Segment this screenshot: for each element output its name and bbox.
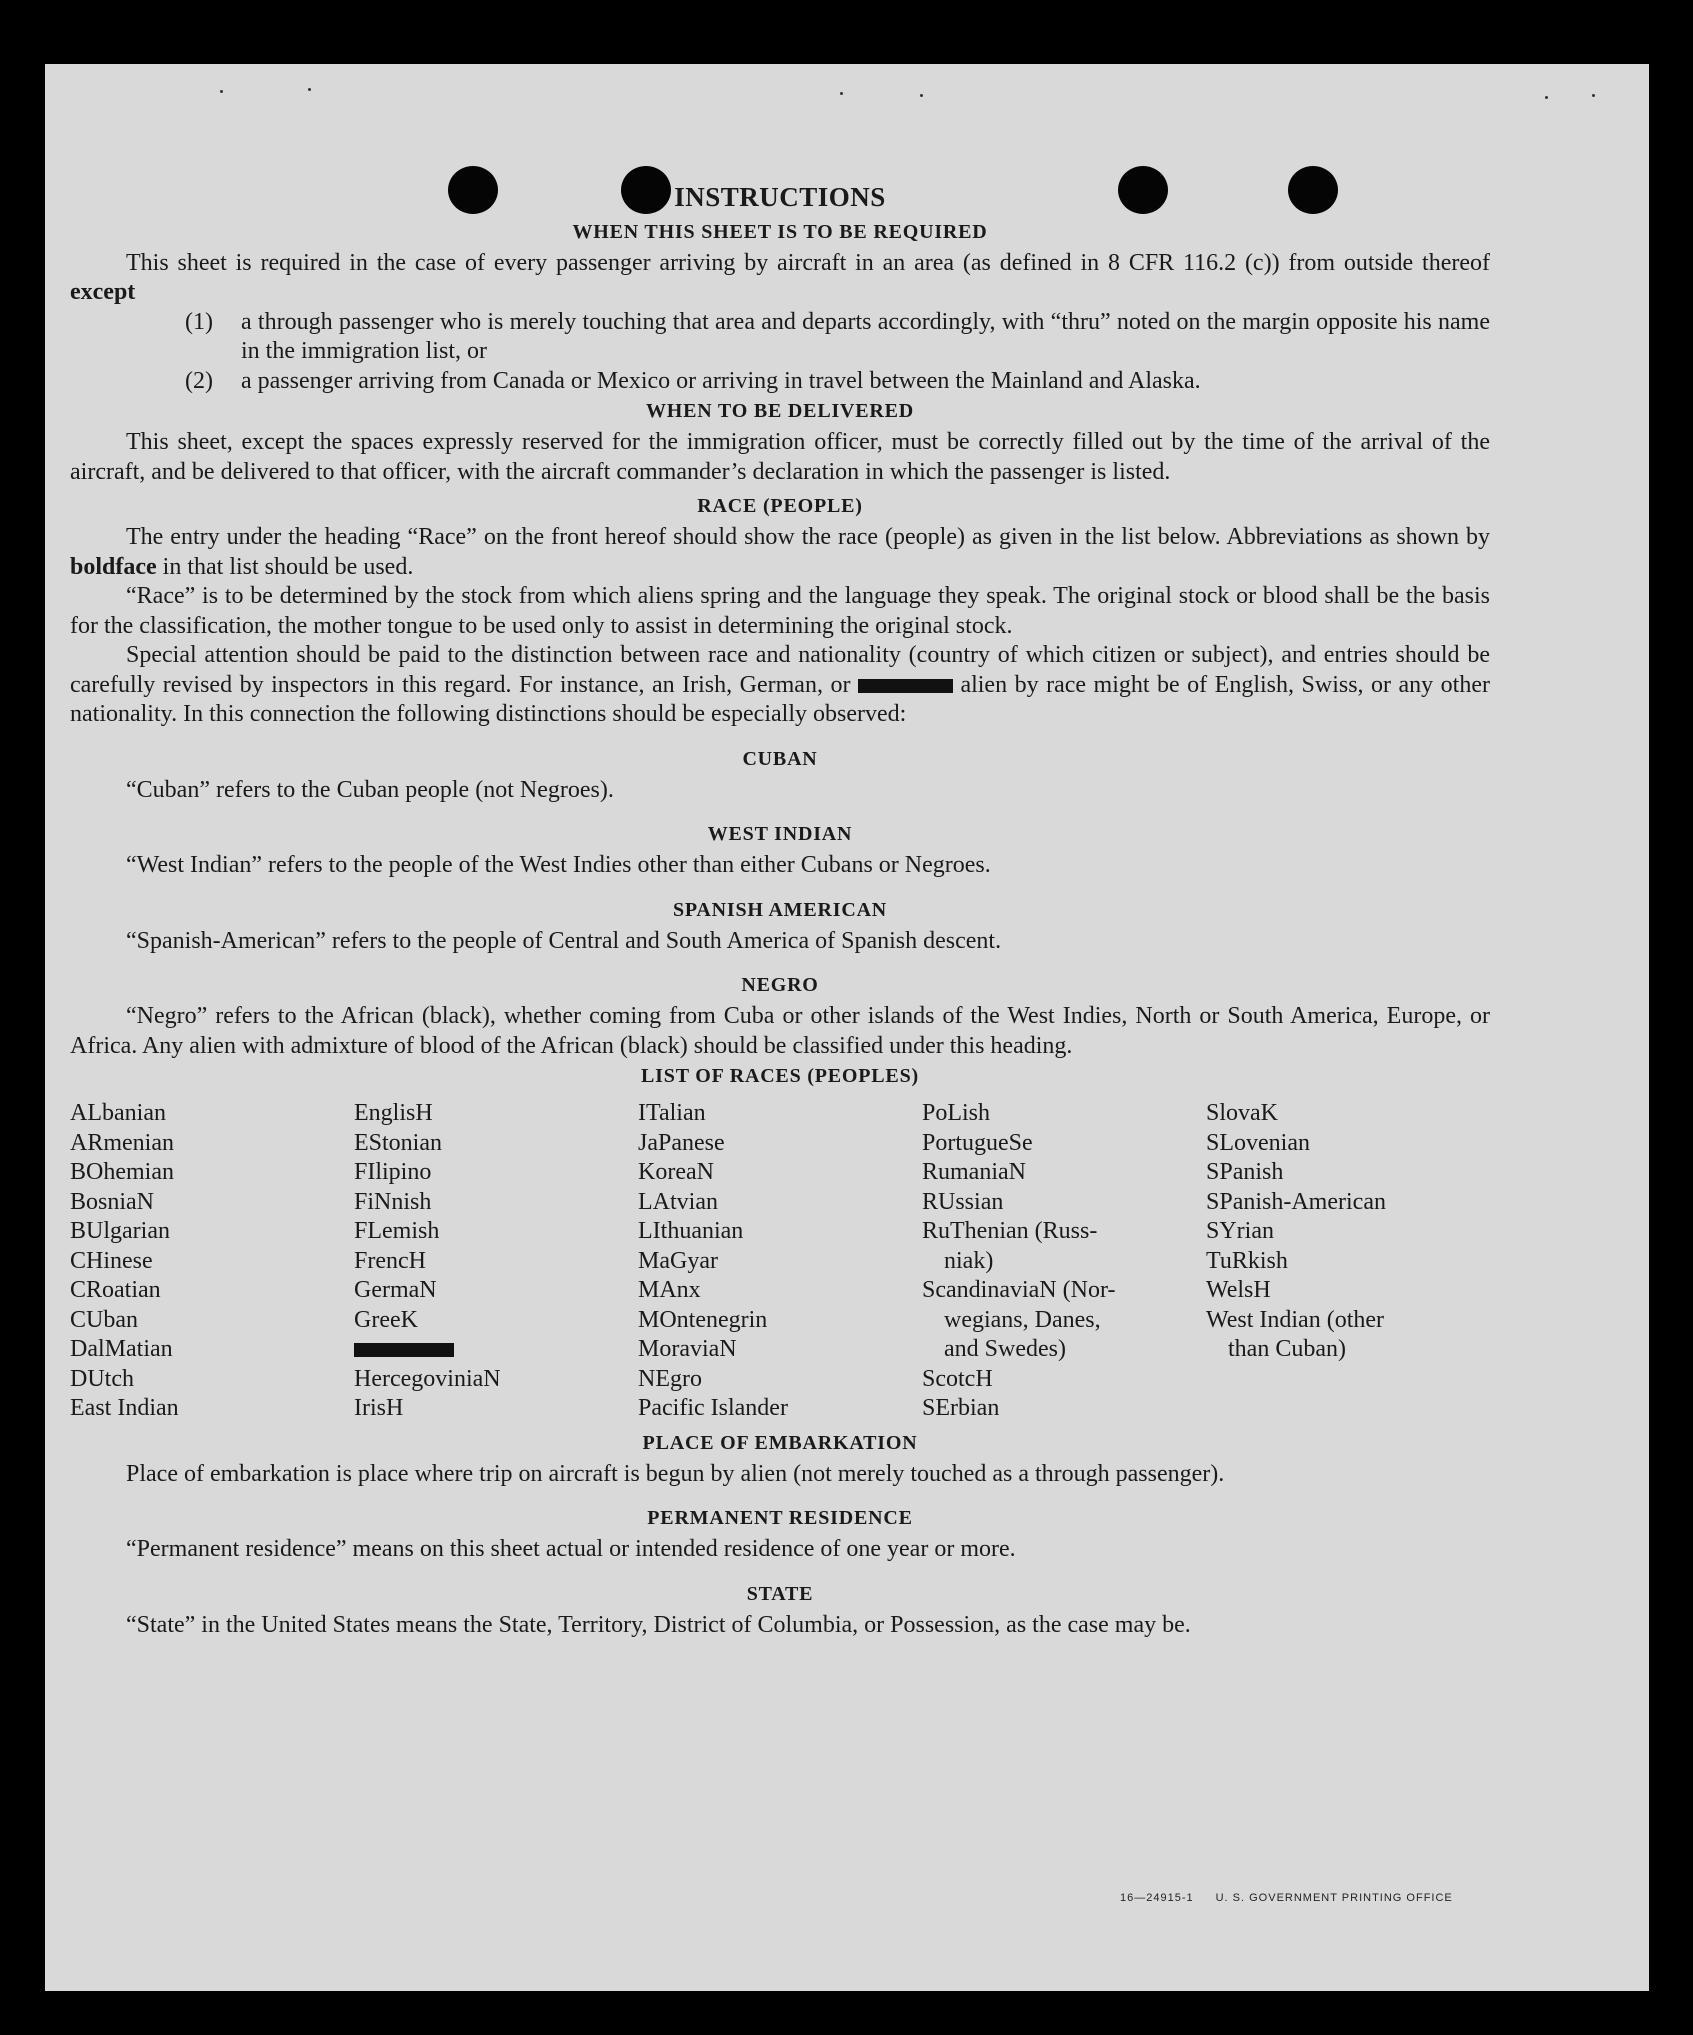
race-entry: MAnx: [638, 1277, 701, 1303]
race-entry: ALbanian: [70, 1100, 166, 1126]
race-entry: MaGyar: [638, 1247, 718, 1274]
paragraph: “State” in the United States means the State, Territory, District of Columbia, or Possession, as the case may be.: [126, 1611, 1191, 1638]
race-entry: PortugueSe: [922, 1129, 1033, 1156]
paragraph: The entry under the heading “Race” on the front hereof should show the race (people) as given in the list below. Abbreviations as shown by boldface in that list should be used.: [70, 524, 1490, 580]
race-entry: RuThenian (Russ-: [922, 1218, 1098, 1244]
section-heading: PLACE OF EMBARKATION: [642, 1431, 918, 1454]
race-entry: West Indian (other: [1206, 1306, 1385, 1333]
print-imprint: [1120, 1892, 1475, 1904]
race-entry: GreeK: [354, 1306, 418, 1333]
race-entry: CRoatian: [70, 1277, 161, 1303]
section-heading: STATE: [746, 1582, 814, 1605]
redaction-mark: [354, 1343, 454, 1357]
race-entry: ScotcH: [922, 1365, 993, 1392]
race-entry: RUssian: [922, 1188, 1004, 1215]
form-number: 16—24915-1: [1120, 1892, 1194, 1904]
race-entry: RumaniaN: [922, 1159, 1026, 1185]
race-entry: ITalian: [638, 1100, 706, 1126]
race-entry-redacted: [354, 1335, 638, 1365]
race-entry: LAtvian: [638, 1188, 718, 1215]
race-entry: NEgro: [638, 1365, 702, 1392]
race-entry: HercegoviniaN: [354, 1365, 501, 1392]
race-column: [354, 1099, 638, 1424]
section-heading: PERMANENT RESIDENCE: [647, 1507, 913, 1529]
race-entry: FrencH: [354, 1247, 426, 1274]
race-entry: than Cuban): [1228, 1336, 1346, 1362]
race-entry: FIlipino: [354, 1159, 432, 1185]
list-item: (2) a passenger arriving from Canada or Mexico or arriving in travel between the Mainland and Alaska.: [185, 367, 1201, 394]
race-entry: CUban: [70, 1306, 138, 1333]
redaction-mark: [858, 679, 953, 693]
race-entry: SPanish-American: [1206, 1188, 1386, 1215]
speck: [840, 92, 843, 95]
race-entry: ARmenian: [70, 1129, 174, 1156]
race-entry: niak): [944, 1247, 994, 1274]
page-title: INSTRUCTIONS: [674, 182, 886, 212]
race-entry: SPanish: [1206, 1159, 1284, 1185]
race-entry: SErbian: [922, 1395, 1000, 1421]
race-entry: MOntenegrin: [638, 1306, 768, 1333]
race-entry: Pacific Islander: [638, 1395, 788, 1421]
section-heading: RACE (PEOPLE): [697, 495, 863, 517]
race-entry: JaPanese: [638, 1129, 725, 1156]
section-heading: NEGRO: [741, 974, 819, 996]
race-entry: PoLish: [922, 1100, 991, 1126]
speck: [308, 88, 311, 91]
race-entry: SLovenian: [1206, 1129, 1310, 1156]
race-entry: ScandinaviaN (Nor-: [922, 1277, 1116, 1303]
paragraph: “Cuban” refers to the Cuban people (not Negroes).: [126, 776, 614, 803]
race-entry: BosniaN: [70, 1188, 154, 1215]
race-entry: BOhemian: [70, 1159, 174, 1185]
paragraph: Special attention should be paid to the distinction between race and nationality (country of which citizen or subject), and entries should be carefully revised by inspectors in this regard. For instance, an Irish, German, or alien by race might be of English, Swiss, or any other nationality. In this connection the following distinctions should be especially observed:: [70, 642, 1490, 727]
race-entry: EStonian: [354, 1129, 442, 1156]
paragraph: “Spanish-American” refers to the people of Central and South America of Spanish descent.: [126, 927, 1002, 954]
race-entry: GermaN: [354, 1277, 437, 1303]
speck: [1545, 96, 1548, 99]
race-entry: LIthuanian: [638, 1218, 744, 1244]
race-column: [638, 1099, 922, 1424]
race-entry: DalMatian: [70, 1336, 173, 1362]
race-column: [70, 1099, 354, 1424]
race-entry: CHinese: [70, 1247, 153, 1274]
paragraph: “Race” is to be determined by the stock from which aliens spring and the language they speak. The original stock or blood shall be the basis for the classification, the mother tongue to be used only to assist in determining the original stock.: [70, 583, 1490, 639]
race-column: [922, 1099, 1206, 1424]
race-entry: BUlgarian: [70, 1218, 170, 1244]
race-entry: FiNnish: [354, 1188, 432, 1215]
section-heading: WHEN TO BE DELIVERED: [645, 400, 915, 422]
paragraph: Place of embarkation is place where trip on aircraft is begun by alien (not merely touched as a through passenger).: [126, 1460, 1225, 1487]
race-entry: East Indian: [70, 1395, 179, 1421]
section-heading: WEST INDIAN: [707, 823, 853, 845]
paragraph: This sheet, except the spaces expressly reserved for the immigration officer, must be correctly filled out by the time of the arrival of the aircraft, and be delivered to that officer, with the aircraft commander’s declaration in which the passenger is listed.: [70, 429, 1490, 485]
race-entry: TuRkish: [1206, 1247, 1288, 1274]
paragraph: This sheet is required in the case of every passenger arriving by aircraft in an area (as defined in 8 CFR 116.2 (c)) from outside thereof except: [70, 249, 1490, 305]
speck: [220, 90, 223, 93]
race-entry: DUtch: [70, 1365, 134, 1392]
list-item: (1) a through passenger who is merely touching that area and departs accordingly, with “thru” noted on the margin opposite his name in the immigration list, or: [185, 308, 1490, 364]
race-entry: KoreaN: [638, 1159, 714, 1185]
race-entry: EnglisH: [354, 1100, 433, 1126]
race-entry: SYrian: [1206, 1218, 1274, 1244]
section-heading: CUBAN: [742, 747, 818, 770]
race-entry: wegians, Danes,: [944, 1306, 1101, 1333]
paragraph: “West Indian” refers to the people of the West Indies other than either Cubans or Negroes.: [126, 852, 991, 878]
printer-name: U. S. GOVERNMENT PRINTING OFFICE: [1215, 1892, 1453, 1904]
race-entry: FLemish: [354, 1218, 440, 1244]
speck: [1592, 94, 1595, 97]
race-entry: MoraviaN: [638, 1336, 737, 1362]
paragraph: “Negro” refers to the African (black), whether coming from Cuba or other islands of the West Indies, North or South America, Europe, or Africa. Any alien with admixture of blood of the African (black) should be classified under this heading.: [70, 1003, 1490, 1059]
race-list: [70, 1099, 1490, 1424]
speck: [920, 94, 923, 97]
instructions-body: [70, 183, 1490, 1640]
race-entry: and Swedes): [944, 1336, 1066, 1362]
paragraph: “Permanent residence” means on this sheet actual or intended residence of one year or more.: [126, 1536, 1016, 1562]
race-column: [1206, 1099, 1490, 1424]
section-heading: LIST OF RACES (PEOPLES): [641, 1065, 919, 1087]
race-entry: IrisH: [354, 1395, 404, 1421]
race-entry: WelsH: [1206, 1277, 1271, 1303]
section-heading: WHEN THIS SHEET IS TO BE REQUIRED: [572, 220, 988, 243]
section-heading: SPANISH AMERICAN: [672, 898, 888, 921]
race-entry: SlovaK: [1206, 1100, 1278, 1126]
